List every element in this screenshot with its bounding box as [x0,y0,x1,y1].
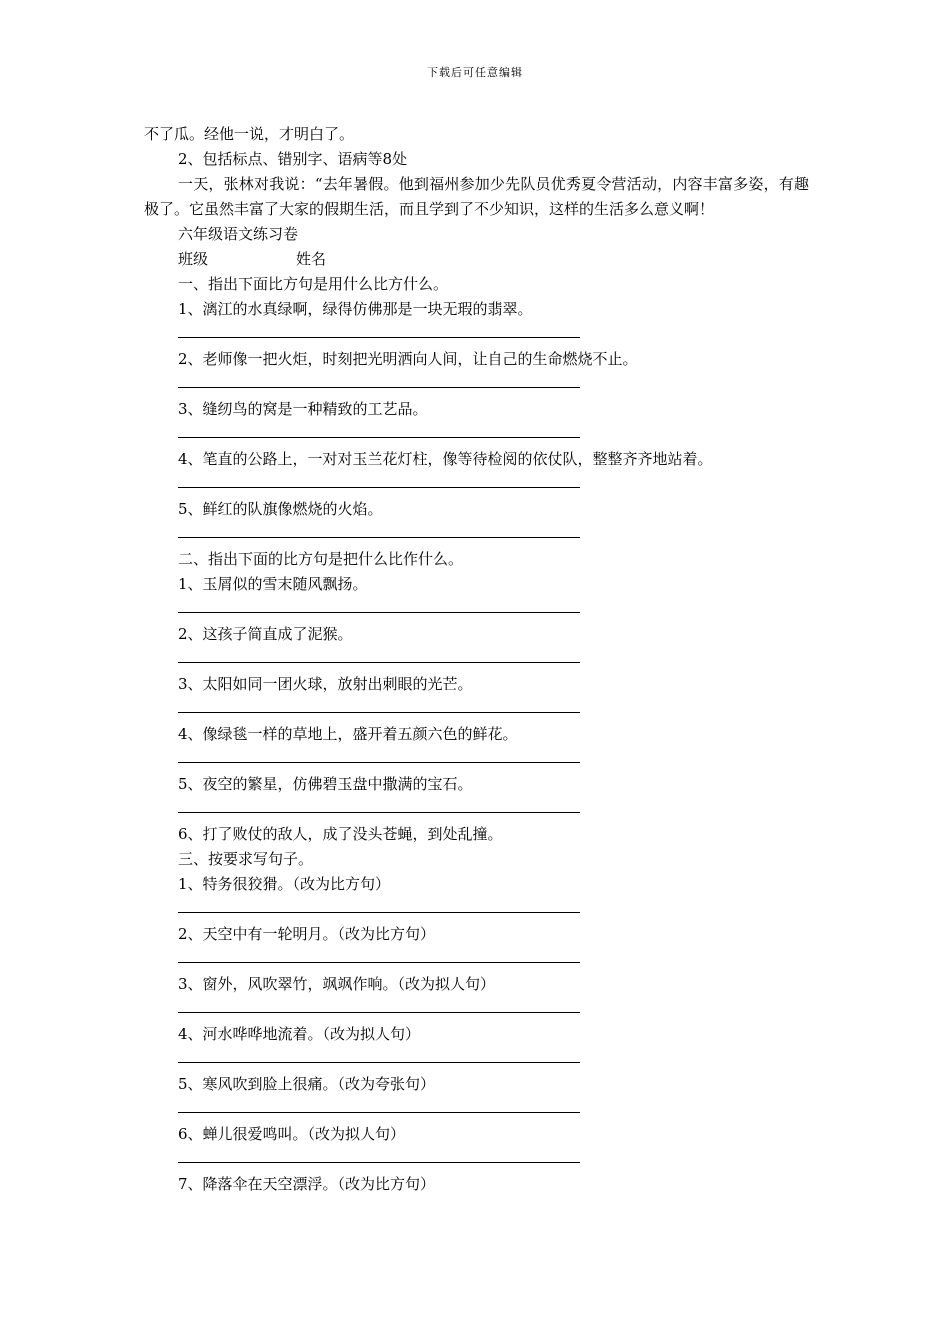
question-s1-4: 4、笔直的公路上，一对对玉兰花灯柱，像等待检阅的依仗队，整整齐齐地站着。 [178,450,713,468]
answer-line[interactable] [144,1147,809,1172]
document-body [144,122,809,1197]
answer-line[interactable] [144,472,809,497]
question-s2-2: 2、这孩子简直成了泥猴。 [178,625,353,643]
answer-line[interactable] [144,697,809,722]
answer-line[interactable] [144,747,809,772]
question-s2-3: 3、太阳如同一团火球，放射出刺眼的光芒。 [178,675,473,693]
answer-line[interactable] [144,522,809,547]
name-label: 姓名 [296,250,327,268]
question-s3-1: 1、特务很狡猾。（改为比方句） [178,875,391,893]
question-s1-3: 3、缝纫鸟的窝是一种精致的工艺品。 [178,400,428,418]
question-s3-6: 6、蝉儿很爱鸣叫。（改为拟人句） [178,1125,406,1143]
section2-heading: 二、指出下面的比方句是把什么比作什么。 [178,550,464,568]
answer-line[interactable] [144,1097,809,1122]
intro-line: 不了瓜。经他一说，才明白了。 [144,125,355,143]
answer-line[interactable] [144,997,809,1022]
question-s3-5: 5、寒风吹到脸上很痛。（改为夸张句） [178,1075,436,1093]
answer-line[interactable] [144,647,809,672]
answer-line[interactable] [144,897,809,922]
worksheet-title: 六年级语文练习卷 [178,225,299,243]
question-s3-7: 7、降落伞在天空漂浮。（改为比方句） [178,1175,436,1193]
section3-heading: 三、按要求写句子。 [178,850,314,868]
class-label: 班级 [178,250,209,268]
answer-line[interactable] [144,422,809,447]
answer-line[interactable] [144,597,809,622]
answer-line[interactable] [144,322,809,347]
answer-line[interactable] [144,947,809,972]
question-s3-2: 2、天空中有一轮明月。（改为比方句） [178,925,436,943]
page-header: 下载后可任意编辑 [427,66,523,79]
question-s1-2: 2、老师像一把火炬，时刻把光明洒向人间，让自己的生命燃烧不止。 [178,350,638,368]
question-s3-4: 4、河水哗哗地流着。（改为拟人句） [178,1025,421,1043]
answer-line[interactable] [144,1047,809,1072]
question-s2-6: 6、打了败仗的敌人，成了没头苍蝇，到处乱撞。 [178,825,503,843]
section1-heading: 一、指出下面比方句是用什么比方什么。 [178,275,449,293]
intro-item-2: 2、包括标点、错别字、语病等8处 [178,150,408,168]
question-s3-3: 3、窗外，风吹翠竹，飒飒作响。（改为拟人句） [178,975,496,993]
question-s1-5: 5、鲜红的队旗像燃烧的火焰。 [178,500,383,518]
question-s2-4: 4、像绿毯一样的草地上，盛开着五颜六色的鲜花。 [178,725,518,743]
intro-paragraph: 一天，张林对我说：“去年暑假。他到福州参加少先队员优秀夏令营活动，内容丰富多姿，有趣极了。它虽然丰富了大家的假期生活，而且学到了不少知识，这样的生活多么意义啊！ [144,175,809,218]
question-s2-1: 1、玉屑似的雪末随风飘扬。 [178,575,368,593]
answer-line[interactable] [144,372,809,397]
question-s2-5: 5、夜空的繁星，仿佛碧玉盘中撒满的宝石。 [178,775,473,793]
question-s1-1: 1、漓江的水真绿啊，绿得仿佛那是一块无瑕的翡翠。 [178,300,533,318]
class-name-row [144,247,809,272]
answer-line[interactable] [144,797,809,822]
